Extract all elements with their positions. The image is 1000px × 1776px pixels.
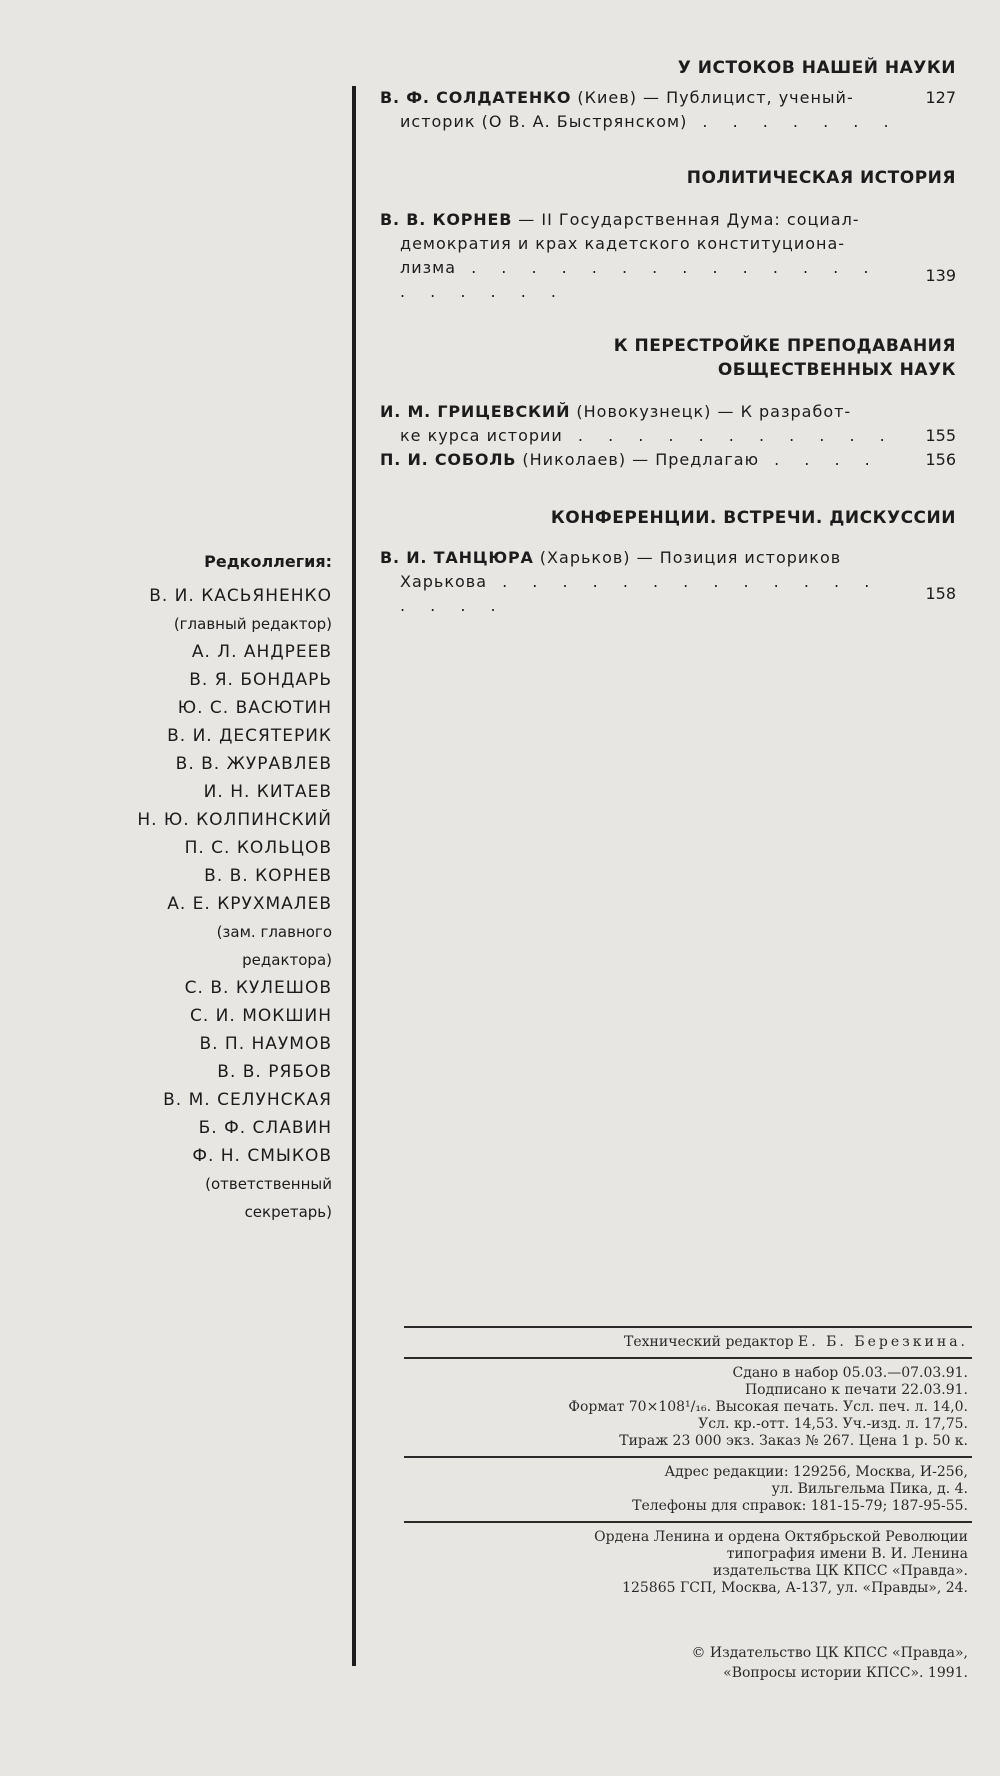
board-member: В. В. ЖУРАВЛЕВ [175, 754, 332, 774]
board-member: Н. Ю. КОЛПИНСКИЙ [137, 810, 332, 830]
board-member: Ю. С. ВАСЮТИН [177, 698, 332, 718]
entry-page-number: 127 [925, 88, 956, 107]
board-member: П. С. КОЛЬЦОВ [184, 838, 332, 858]
copyright-line: © Издательство ЦК КПСС «Правда», [691, 1645, 968, 1661]
board-role: редактора) [242, 951, 332, 969]
leader-dots: . . . . [759, 450, 880, 469]
editorial-address [404, 1458, 972, 1521]
entry-page-number: 156 [925, 450, 956, 469]
print-dates [404, 1359, 972, 1456]
imprint-line: ул. Вильгельма Пика, д. 4. [771, 1481, 968, 1497]
imprint [404, 1326, 972, 1683]
entry-page-number: 139 [925, 266, 956, 285]
board-member: В. В. РЯБОВ [217, 1062, 332, 1082]
imprint-line: Ордена Ленина и ордена Октябрьской Революции [594, 1529, 968, 1545]
entry-title: (Новокузнецк) — К разработ- [570, 402, 852, 421]
board-member: В. Я. БОНДАРЬ [189, 670, 332, 690]
entry-title-cont: историк (О В. А. Быстрянском) [400, 112, 688, 131]
imprint-line: 125865 ГСП, Москва, А-137, ул. «Правды», 24. [622, 1580, 968, 1596]
entry-title: (Киев) — Публицист, ученый- [571, 88, 854, 107]
imprint-line: Тираж 23 000 экз. Заказ № 267. Цена 1 р. 50 к. [619, 1433, 968, 1449]
board-member: В. И. КАСЬЯНЕНКО [149, 586, 332, 606]
entry-page-number: 155 [925, 426, 956, 445]
tech-editor-label: Технический редактор [624, 1334, 794, 1350]
board-role: (зам. главного [216, 923, 332, 941]
leader-dots: . . . . . . . . . . . [562, 426, 895, 445]
entry-title-cont: ке курса истории [400, 426, 563, 445]
board-member: А. Л. АНДРЕЕВ [191, 642, 332, 662]
entry-page-number: 158 [925, 584, 956, 603]
copyright-line: «Вопросы истории КПСС». 1991. [723, 1665, 968, 1681]
section-title: У ИСТОКОВ НАШЕЙ НАУКИ [677, 58, 956, 78]
section-title: К ПЕРЕСТРОЙКЕ ПРЕПОДАВАНИЯ [613, 336, 956, 356]
board-member: С. В. КУЛЕШОВ [184, 978, 332, 998]
imprint-line: Формат 70×108¹/₁₆. Высокая печать. Усл. печ. л. 14,0. [568, 1399, 968, 1415]
leader-dots: . . . . . . . . . . . . . . . . . [400, 572, 880, 615]
toc-entry[interactable] [380, 400, 960, 448]
entry-title: — II Государственная Дума: социал- [512, 210, 860, 229]
entry-title-cont: демократия и крах кадетского конституциона- [400, 234, 846, 253]
imprint-line: издательства ЦК КПСС «Правда». [712, 1563, 968, 1579]
board-member: И. Н. КИТАЕВ [203, 782, 332, 802]
vertical-rule [352, 86, 356, 1666]
board-role: (ответственный [205, 1175, 332, 1193]
entry-author: В. И. ТАНЦЮРА [380, 548, 534, 567]
entry-title-cont: лизма [400, 258, 457, 277]
board-heading: Редколлегия: [204, 552, 332, 571]
toc-entry[interactable] [380, 546, 960, 618]
imprint-line: Адрес редакции: 129256, Москва, И-256, [664, 1464, 968, 1480]
entry-author: П. И. СОБОЛЬ [380, 450, 517, 469]
tech-editor [404, 1328, 972, 1357]
toc-entry[interactable] [380, 448, 960, 472]
tech-editor-name: Е. Б. Березкина. [798, 1334, 968, 1350]
printer-info [404, 1523, 972, 1603]
imprint-line: Усл. кр.-отт. 14,53. Уч.-изд. л. 17,75. [698, 1416, 968, 1432]
board-member: Ф. Н. СМЫКОВ [192, 1146, 332, 1166]
section-title: КОНФЕРЕНЦИИ. ВСТРЕЧИ. ДИСКУССИИ [550, 508, 956, 528]
board-role: (главный редактор) [173, 615, 332, 633]
board-member: В. М. СЕЛУНСКАЯ [163, 1090, 332, 1110]
board-member: Б. Ф. СЛАВИН [198, 1118, 332, 1138]
leader-dots: . . . . . . . . . . . . . . . . . . . . [400, 258, 879, 301]
imprint-line: типография имени В. И. Ленина [726, 1546, 968, 1562]
entry-author: В. В. КОРНЕВ [380, 210, 513, 229]
entry-title: (Николаев) — Предлагаю [516, 450, 760, 469]
copyright [404, 1643, 972, 1683]
entry-title-cont: Харькова [400, 572, 488, 591]
imprint-line: Сдано в набор 05.03.—07.03.91. [732, 1365, 968, 1381]
imprint-line: Подписано к печати 22.03.91. [744, 1382, 968, 1398]
entry-title: (Харьков) — Позиция историков [533, 548, 842, 567]
imprint-line: Телефоны для справок: 181-15-79; 187-95-55. [632, 1498, 968, 1514]
entry-author: И. М. ГРИЦЕВСКИЙ [380, 402, 571, 421]
table-of-contents [380, 56, 960, 618]
board-member: В. И. ДЕСЯТЕРИК [167, 726, 332, 746]
board-member: В. П. НАУМОВ [199, 1034, 332, 1054]
editorial-board [100, 548, 332, 1226]
entry-author: В. Ф. СОЛДАТЕНКО [380, 88, 572, 107]
leader-dots: . . . . . . . [687, 112, 899, 131]
section-title: ОБЩЕСТВЕННЫХ НАУК [717, 360, 956, 380]
board-member: В. В. КОРНЕВ [204, 866, 332, 886]
toc-entry[interactable] [380, 86, 960, 134]
section-title: ПОЛИТИЧЕСКАЯ ИСТОРИЯ [686, 168, 956, 188]
board-role: секретарь) [244, 1203, 332, 1221]
toc-entry[interactable] [380, 208, 960, 304]
board-member: С. И. МОКШИН [190, 1006, 332, 1026]
board-member: А. Е. КРУХМАЛЕВ [167, 894, 332, 914]
